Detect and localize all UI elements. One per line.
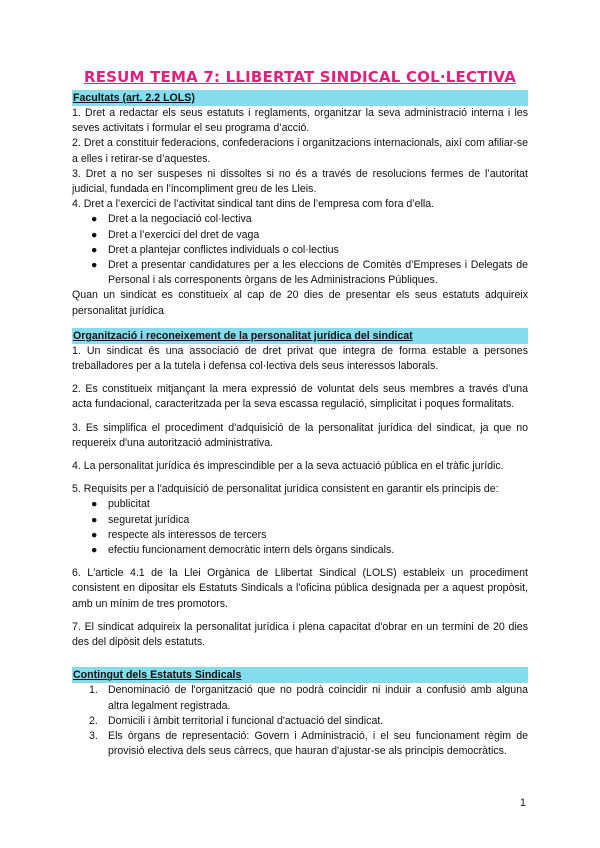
bullet-icon: ● <box>91 228 98 241</box>
paragraph: 6. L'article 4.1 de la Llei Orgànica de Llibertat Sindical (LOLS) estableix un procediment consistent en dipositar els Estatuts Sindicals a l'oficina pública designada per a aquest propòsit, amb un mínim de tres promotors. <box>72 567 528 610</box>
paragraph: 4. La personalitat jurídica és imprescindible per a la seva actuació pública en el tràfic jurídic. <box>72 460 504 473</box>
list-item <box>72 243 528 258</box>
bullet-list <box>72 497 528 558</box>
list-number: 1. <box>89 684 98 697</box>
list-item <box>72 497 528 512</box>
list-item-text: Domicili i àmbit territorial i funcional d'actuació del sindicat. <box>108 714 384 727</box>
bullet-icon: ● <box>91 528 98 541</box>
list-item <box>72 228 528 243</box>
bullet-icon: ● <box>91 259 98 272</box>
list-item <box>72 729 528 759</box>
paragraph: Quan un sindicat es constitueix al cap de 20 dies de presentar els seus estatuts adquireix personalitat jurídica <box>72 289 528 317</box>
list-item-text: respecte als interessos de tercers <box>108 528 267 541</box>
list-item <box>72 513 528 528</box>
list-number: 3. <box>89 729 98 742</box>
paragraph: 2. Es constitueix mitjançant la mera expressió de voluntat dels seus membres a través d'una acta fundacional, caracteritzada per la seva escassa regulació, simplicitat i poques formalitats. <box>72 383 528 411</box>
list-item-text: publicitat <box>108 498 150 511</box>
paragraph: 3. Dret a no ser suspeses ni dissoltes si no és a través de resolucions fermes de l’autoritat judicial, fundada en l’incompliment greu de les Lleis. <box>72 167 528 196</box>
numbered-list <box>72 683 528 759</box>
bullet-icon: ● <box>91 513 98 526</box>
document-page <box>72 66 528 759</box>
list-item-text: Dret a plantejar conflictes individuals o col·lectius <box>108 243 339 256</box>
list-item-text: Dret a presentar candidatures per a les eleccions de Comitès d’Empreses i Delegats de Personal i als corresponents òrgans de les Administracions Públiques. <box>108 259 528 287</box>
paragraph: 1. Un sindicat és una associació de dret privat que integra de forma estable a persones treballadores per a la tutela i defensa col·lectiva dels seus interessos laborals. <box>72 344 528 373</box>
list-item-text: Dret a la negociació col·lectiva <box>108 213 252 226</box>
list-item <box>72 683 528 713</box>
page-number: 1 <box>520 797 526 809</box>
bullet-icon: ● <box>91 498 98 511</box>
list-item-text: Dret a l’exercici del dret de vaga <box>108 228 260 241</box>
bullet-list <box>72 212 528 288</box>
paragraph: 7. El sindicat adquireix la personalitat jurídica i plena capacitat d'obrar en un termini de 20 dies des del dipòsit dels estatuts. <box>72 620 528 649</box>
list-item-text: seguretat jurídica <box>108 513 190 526</box>
list-number: 2. <box>89 714 98 727</box>
list-item <box>72 528 528 543</box>
list-item-text: Els òrgans de representació: Govern i Administració, i el seu funcionament règim de provisió electiva dels seus càrrecs, que hauran d'ajustar-se als principis democràtics. <box>108 729 528 758</box>
list-item <box>72 714 528 729</box>
section-heading-facultats: Facultats (art. 2.2 LOLS) <box>72 90 528 106</box>
paragraph: 4. Dret a l’exercici de l’activitat sindical tant dins de l’empresa com fora d’ella. <box>72 198 435 211</box>
bullet-icon: ● <box>91 243 98 256</box>
page-title: RESUM TEMA 7: LLIBERTAT SINDICAL COL·LECTIVA <box>83 68 517 86</box>
paragraph: 3. Es simplifica el procediment d'adquisició de la personalitat jurídica del sindicat, ja que no requereix d'una autorització administrativa. <box>72 421 528 449</box>
paragraph: 1. Dret a redactar els seus estatuts i reglaments, organitzar la seva administració interna i les seves activitats i formular el seu programa d’acció. <box>72 107 528 135</box>
paragraph: 5. Requisits per a l'adquisició de personalitat jurídica consistent en garantir els principis de: <box>72 483 499 496</box>
list-item-text: efectiu funcionament democràtic intern dels òrgans sindicals. <box>108 544 395 557</box>
list-item <box>72 543 528 558</box>
list-item-text: Denominació de l'organització que no podrà coincidir ni induir a confusió amb alguna altra legalment registrada. <box>108 684 528 712</box>
list-item <box>72 258 528 288</box>
paragraph: 2. Dret a constituir federacions, confederacions i organitzacions internacionals, així com afiliar-se a elles i retirar-se d’aquestes. <box>72 137 528 165</box>
section-heading-contingut: Contingut dels Estatuts Sindicals <box>72 667 528 683</box>
section-heading-organitzacio: Organització i reconeixement de la personalitat jurídica del sindicat <box>72 328 528 344</box>
list-item <box>72 212 528 227</box>
bullet-icon: ● <box>91 213 98 226</box>
bullet-icon: ● <box>91 544 98 557</box>
